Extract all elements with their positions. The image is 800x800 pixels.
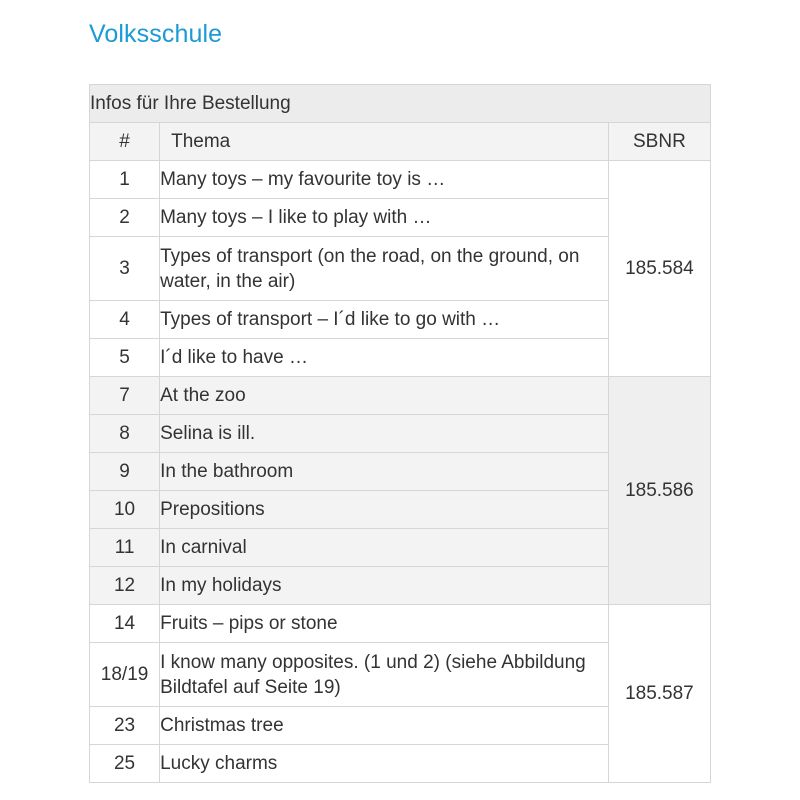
row-number: 7 bbox=[90, 377, 160, 415]
row-topic: At the zoo bbox=[160, 377, 609, 415]
row-number: 8 bbox=[90, 415, 160, 453]
row-number: 9 bbox=[90, 453, 160, 491]
row-number: 18/19 bbox=[90, 643, 160, 707]
sbnr-value: 185.584 bbox=[608, 161, 710, 377]
row-topic: Selina is ill. bbox=[160, 415, 609, 453]
order-info-table bbox=[89, 84, 711, 783]
table-row bbox=[90, 377, 711, 415]
table-row bbox=[90, 605, 711, 643]
row-topic: Types of transport (on the road, on the ground, on water, in the air) bbox=[160, 237, 609, 301]
column-header-topic: Thema bbox=[160, 123, 609, 161]
row-topic: Christmas tree bbox=[160, 707, 609, 745]
table-header-row bbox=[90, 123, 711, 161]
row-topic: I know many opposites. (1 und 2) (siehe Abbildung Bildtafel auf Seite 19) bbox=[160, 643, 609, 707]
row-topic: Lucky charms bbox=[160, 745, 609, 783]
page-title: Volksschule bbox=[89, 20, 223, 48]
table-row bbox=[90, 161, 711, 199]
row-number: 12 bbox=[90, 567, 160, 605]
row-topic: In the bathroom bbox=[160, 453, 609, 491]
row-number: 5 bbox=[90, 339, 160, 377]
column-header-sbnr: SBNR bbox=[608, 123, 710, 161]
row-topic: Types of transport – I´d like to go with … bbox=[160, 301, 609, 339]
row-number: 2 bbox=[90, 199, 160, 237]
row-topic: In my holidays bbox=[160, 567, 609, 605]
table-group bbox=[90, 605, 711, 783]
row-number: 25 bbox=[90, 745, 160, 783]
column-header-num: # bbox=[90, 123, 160, 161]
row-number: 23 bbox=[90, 707, 160, 745]
row-topic: I´d like to have … bbox=[160, 339, 609, 377]
row-number: 10 bbox=[90, 491, 160, 529]
table-caption: Infos für Ihre Bestellung bbox=[90, 85, 711, 123]
table-caption-row bbox=[90, 85, 711, 123]
sbnr-value: 185.587 bbox=[608, 605, 710, 783]
row-number: 3 bbox=[90, 237, 160, 301]
row-topic: In carnival bbox=[160, 529, 609, 567]
row-number: 11 bbox=[90, 529, 160, 567]
row-topic: Prepositions bbox=[160, 491, 609, 529]
row-number: 14 bbox=[90, 605, 160, 643]
row-topic: Many toys – I like to play with … bbox=[160, 199, 609, 237]
row-number: 1 bbox=[90, 161, 160, 199]
row-topic: Many toys – my favourite toy is … bbox=[160, 161, 609, 199]
sbnr-value: 185.586 bbox=[608, 377, 710, 605]
table-group bbox=[90, 377, 711, 605]
row-number: 4 bbox=[90, 301, 160, 339]
table-group bbox=[90, 161, 711, 377]
row-topic: Fruits – pips or stone bbox=[160, 605, 609, 643]
